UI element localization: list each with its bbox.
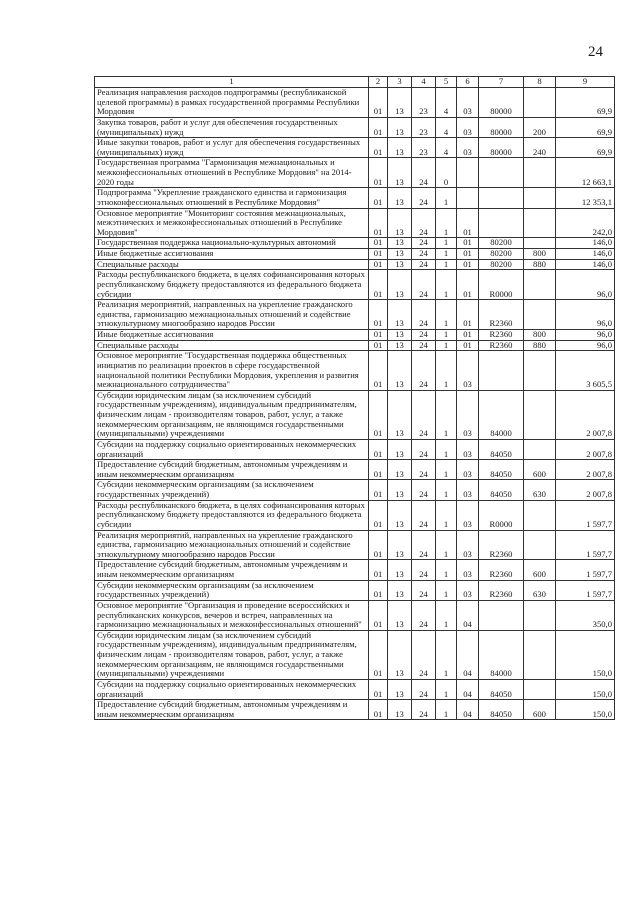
section-cell: 01 <box>369 630 388 679</box>
expense-type-cell <box>524 390 556 439</box>
amount-cell: 2 007,8 <box>556 460 615 480</box>
activity-cell: 01 <box>457 238 479 249</box>
activity-cell: 03 <box>457 88 479 118</box>
direction-cell: 80200 <box>479 238 524 249</box>
amount-cell: 96,0 <box>556 330 615 341</box>
subsection-cell: 13 <box>388 460 412 480</box>
subprogram-cell: 1 <box>436 188 457 208</box>
activity-cell: 03 <box>457 580 479 600</box>
subsection-cell: 13 <box>388 117 412 137</box>
amount-cell: 1 597,7 <box>556 560 615 580</box>
expense-type-cell: 630 <box>524 580 556 600</box>
section-cell: 01 <box>369 270 388 300</box>
section-cell: 01 <box>369 351 388 391</box>
amount-cell: 12 663,1 <box>556 158 615 188</box>
subsection-cell: 13 <box>388 679 412 699</box>
subsection-cell: 13 <box>388 500 412 530</box>
table-row <box>95 390 615 439</box>
description-cell: Реализация мероприятий, направленных на укрепление гражданского единства, гармонизацию межнациональных отношений и содействие этнокультурному многообразию народов России <box>95 300 369 330</box>
subprogram-cell: 1 <box>436 630 457 679</box>
direction-cell <box>479 351 524 391</box>
direction-cell: 84050 <box>479 700 524 720</box>
program-cell: 24 <box>412 330 436 341</box>
section-cell: 01 <box>369 330 388 341</box>
activity-cell: 01 <box>457 270 479 300</box>
subsection-cell: 13 <box>388 560 412 580</box>
program-cell: 24 <box>412 530 436 560</box>
program-cell: 24 <box>412 158 436 188</box>
activity-cell: 04 <box>457 600 479 630</box>
subsection-cell: 13 <box>388 580 412 600</box>
amount-cell: 2 007,8 <box>556 480 615 500</box>
expense-type-cell: 600 <box>524 700 556 720</box>
table-row <box>95 351 615 391</box>
program-cell: 24 <box>412 390 436 439</box>
table-row <box>95 340 615 351</box>
direction-cell: 84050 <box>479 460 524 480</box>
program-cell: 24 <box>412 300 436 330</box>
table-row <box>95 88 615 118</box>
subsection-cell: 13 <box>388 439 412 459</box>
subsection-cell: 13 <box>388 270 412 300</box>
description-cell: Расходы республиканского бюджета, в целях софинансирования которых республиканскому бюджету предоставляются из федерального бюджета субсидии <box>95 270 369 300</box>
direction-cell: 80200 <box>479 259 524 270</box>
amount-cell: 69,9 <box>556 117 615 137</box>
program-cell: 24 <box>412 500 436 530</box>
activity-cell: 03 <box>457 480 479 500</box>
expense-type-cell: 800 <box>524 249 556 260</box>
direction-cell: R2360 <box>479 530 524 560</box>
subsection-cell: 13 <box>388 700 412 720</box>
table-row <box>95 439 615 459</box>
activity-cell: 03 <box>457 351 479 391</box>
subprogram-cell: 1 <box>436 530 457 560</box>
amount-cell: 1 597,7 <box>556 530 615 560</box>
description-cell: Субсидии некоммерческим организациям (за исключением государственных учреждений) <box>95 580 369 600</box>
section-cell: 01 <box>369 259 388 270</box>
direction-cell: 84050 <box>479 439 524 459</box>
activity-cell: 01 <box>457 208 479 238</box>
description-cell: Специальные расходы <box>95 340 369 351</box>
subprogram-cell: 1 <box>436 208 457 238</box>
activity-cell: 03 <box>457 138 479 158</box>
direction-cell: 84000 <box>479 630 524 679</box>
expense-type-cell: 600 <box>524 460 556 480</box>
table-row <box>95 460 615 480</box>
activity-cell: 04 <box>457 700 479 720</box>
direction-cell: 80200 <box>479 249 524 260</box>
budget-table <box>94 76 615 720</box>
section-cell: 01 <box>369 679 388 699</box>
subprogram-cell: 1 <box>436 330 457 341</box>
subprogram-cell: 1 <box>436 340 457 351</box>
program-cell: 24 <box>412 208 436 238</box>
activity-cell: 03 <box>457 460 479 480</box>
expense-type-cell <box>524 158 556 188</box>
activity-cell <box>457 188 479 208</box>
activity-cell: 01 <box>457 259 479 270</box>
expense-type-cell <box>524 530 556 560</box>
direction-cell: 84050 <box>479 679 524 699</box>
expense-type-cell <box>524 300 556 330</box>
subprogram-cell: 1 <box>436 300 457 330</box>
activity-cell <box>457 158 479 188</box>
description-cell: Закупка товаров, работ и услуг для обеспечения государственных (муниципальных) нужд <box>95 117 369 137</box>
amount-cell: 96,0 <box>556 340 615 351</box>
activity-cell: 01 <box>457 330 479 341</box>
description-cell: Реализация мероприятий, направленных на укрепление гражданского единства, гармонизацию межнациональных отношений и содействие этнокультурному многообразию народов России <box>95 530 369 560</box>
header-cell: 1 <box>95 77 369 88</box>
expense-type-cell <box>524 270 556 300</box>
subsection-cell: 13 <box>388 259 412 270</box>
table-row <box>95 580 615 600</box>
expense-type-cell <box>524 208 556 238</box>
description-cell: Субсидии на поддержку социально ориентированных некоммерческих организаций <box>95 439 369 459</box>
subsection-cell: 13 <box>388 340 412 351</box>
section-cell: 01 <box>369 158 388 188</box>
program-cell: 24 <box>412 439 436 459</box>
subprogram-cell: 1 <box>436 439 457 459</box>
subsection-cell: 13 <box>388 238 412 249</box>
program-cell: 24 <box>412 630 436 679</box>
table-row <box>95 330 615 341</box>
program-cell: 24 <box>412 259 436 270</box>
section-cell: 01 <box>369 600 388 630</box>
amount-cell: 146,0 <box>556 259 615 270</box>
subprogram-cell: 1 <box>436 580 457 600</box>
direction-cell: R2360 <box>479 300 524 330</box>
program-cell: 23 <box>412 88 436 118</box>
description-cell: Субсидии юридическим лицам (за исключением субсидий государственным учреждениям), индивидуальным предпринимателям, физическим лицам - производителям товаров, работ, услуг, а также некоммерческим организациям, не являющимся государственными (муниципальными) учреждениями <box>95 390 369 439</box>
section-cell: 01 <box>369 439 388 459</box>
direction-cell: 80000 <box>479 88 524 118</box>
header-cell: 8 <box>524 77 556 88</box>
expense-type-cell <box>524 439 556 459</box>
subprogram-cell: 1 <box>436 600 457 630</box>
description-cell: Предоставление субсидий бюджетным, автономным учреждениям и иным некоммерческим организациям <box>95 560 369 580</box>
activity-cell: 03 <box>457 560 479 580</box>
amount-cell: 146,0 <box>556 249 615 260</box>
table-row <box>95 259 615 270</box>
direction-cell: R2360 <box>479 330 524 341</box>
subsection-cell: 13 <box>388 249 412 260</box>
amount-cell: 69,9 <box>556 88 615 118</box>
expense-type-cell <box>524 600 556 630</box>
description-cell: Подпрограмма "Укрепление гражданского единства и гармонизация этноконфессиональных отношений в Республике Мордовия" <box>95 188 369 208</box>
activity-cell: 03 <box>457 500 479 530</box>
subprogram-cell: 4 <box>436 88 457 118</box>
subprogram-cell: 4 <box>436 138 457 158</box>
description-cell: Расходы республиканского бюджета, в целях софинансирования которых республиканскому бюджету предоставляются из федерального бюджета субсидии <box>95 500 369 530</box>
direction-cell: 84000 <box>479 390 524 439</box>
table-row <box>95 630 615 679</box>
table-row <box>95 270 615 300</box>
section-cell: 01 <box>369 390 388 439</box>
description-cell: Реализация направления расходов подпрограммы (республиканской целевой программы) в рамках государственной программы Республики Мордовия <box>95 88 369 118</box>
program-cell: 24 <box>412 238 436 249</box>
direction-cell <box>479 188 524 208</box>
expense-type-cell: 240 <box>524 138 556 158</box>
subsection-cell: 13 <box>388 138 412 158</box>
section-cell: 01 <box>369 249 388 260</box>
direction-cell: R2360 <box>479 340 524 351</box>
description-cell: Основное мероприятие "Организация и проведение всероссийских и республиканских конкурсов, вечеров и встреч, направленных на гармонизацию межнациональных и межконфессиональных отношений" <box>95 600 369 630</box>
section-cell: 01 <box>369 188 388 208</box>
amount-cell: 12 353,1 <box>556 188 615 208</box>
description-cell: Иные закупки товаров, работ и услуг для обеспечения государственных (муниципальных) нужд <box>95 138 369 158</box>
header-cell: 2 <box>369 77 388 88</box>
direction-cell <box>479 158 524 188</box>
program-cell: 23 <box>412 138 436 158</box>
activity-cell: 01 <box>457 300 479 330</box>
section-cell: 01 <box>369 500 388 530</box>
table-row <box>95 208 615 238</box>
subprogram-cell: 1 <box>436 679 457 699</box>
expense-type-cell: 200 <box>524 117 556 137</box>
subprogram-cell: 1 <box>436 270 457 300</box>
direction-cell: R0000 <box>479 500 524 530</box>
table-row <box>95 679 615 699</box>
activity-cell: 03 <box>457 530 479 560</box>
table-row <box>95 238 615 249</box>
section-cell: 01 <box>369 138 388 158</box>
subsection-cell: 13 <box>388 330 412 341</box>
expense-type-cell: 600 <box>524 560 556 580</box>
program-cell: 24 <box>412 600 436 630</box>
header-cell: 3 <box>388 77 412 88</box>
subsection-cell: 13 <box>388 158 412 188</box>
expense-type-cell: 630 <box>524 480 556 500</box>
activity-cell: 01 <box>457 249 479 260</box>
description-cell: Иные бюджетные ассигнования <box>95 249 369 260</box>
section-cell: 01 <box>369 340 388 351</box>
subsection-cell: 13 <box>388 630 412 679</box>
header-cell: 9 <box>556 77 615 88</box>
program-cell: 23 <box>412 117 436 137</box>
program-cell: 24 <box>412 351 436 391</box>
page-number: 24 <box>588 44 603 60</box>
program-cell: 24 <box>412 460 436 480</box>
table-row <box>95 158 615 188</box>
table-row <box>95 530 615 560</box>
description-cell: Субсидии некоммерческим организациям (за исключением государственных учреждений) <box>95 480 369 500</box>
program-cell: 24 <box>412 188 436 208</box>
program-cell: 24 <box>412 340 436 351</box>
table-row <box>95 300 615 330</box>
header-row <box>95 77 615 88</box>
header-cell: 5 <box>436 77 457 88</box>
expense-type-cell: 880 <box>524 340 556 351</box>
subsection-cell: 13 <box>388 208 412 238</box>
section-cell: 01 <box>369 238 388 249</box>
section-cell: 01 <box>369 480 388 500</box>
subsection-cell: 13 <box>388 88 412 118</box>
table-row <box>95 138 615 158</box>
section-cell: 01 <box>369 88 388 118</box>
direction-cell: 80000 <box>479 138 524 158</box>
description-cell: Основное мероприятие "Мониторинг состояния межнациональных, межэтнических и межконфессиональных отношений в Республике Мордовия" <box>95 208 369 238</box>
amount-cell: 150,0 <box>556 679 615 699</box>
activity-cell: 03 <box>457 439 479 459</box>
subprogram-cell: 1 <box>436 560 457 580</box>
subsection-cell: 13 <box>388 300 412 330</box>
section-cell: 01 <box>369 460 388 480</box>
amount-cell: 2 007,8 <box>556 390 615 439</box>
description-cell: Специальные расходы <box>95 259 369 270</box>
amount-cell: 350,0 <box>556 600 615 630</box>
direction-cell: R2360 <box>479 560 524 580</box>
activity-cell: 03 <box>457 117 479 137</box>
direction-cell: 80000 <box>479 117 524 137</box>
amount-cell: 2 007,8 <box>556 439 615 459</box>
subprogram-cell: 1 <box>436 500 457 530</box>
amount-cell: 1 597,7 <box>556 500 615 530</box>
expense-type-cell: 800 <box>524 330 556 341</box>
program-cell: 24 <box>412 270 436 300</box>
description-cell: Субсидии юридическим лицам (за исключением субсидий государственным учреждениям), индивидуальным предпринимателям, физическим лицам - производителям товаров, работ, услуг, а также некоммерческим организациям, не являющимся государственными (муниципальными) учреждениями <box>95 630 369 679</box>
subprogram-cell: 1 <box>436 238 457 249</box>
direction-cell: R2360 <box>479 580 524 600</box>
expense-type-cell <box>524 351 556 391</box>
direction-cell <box>479 208 524 238</box>
subsection-cell: 13 <box>388 530 412 560</box>
table-row <box>95 117 615 137</box>
subprogram-cell: 1 <box>436 259 457 270</box>
subprogram-cell: 1 <box>436 390 457 439</box>
program-cell: 24 <box>412 700 436 720</box>
subprogram-cell: 4 <box>436 117 457 137</box>
direction-cell <box>479 600 524 630</box>
subprogram-cell: 1 <box>436 480 457 500</box>
amount-cell: 150,0 <box>556 630 615 679</box>
description-cell: Субсидии на поддержку социально ориентированных некоммерческих организаций <box>95 679 369 699</box>
table-row <box>95 480 615 500</box>
subprogram-cell: 1 <box>436 351 457 391</box>
activity-cell: 03 <box>457 390 479 439</box>
activity-cell: 04 <box>457 630 479 679</box>
section-cell: 01 <box>369 560 388 580</box>
amount-cell: 96,0 <box>556 270 615 300</box>
expense-type-cell <box>524 679 556 699</box>
expense-type-cell <box>524 630 556 679</box>
subsection-cell: 13 <box>388 480 412 500</box>
description-cell: Государственная поддержка национально-культурных автономий <box>95 238 369 249</box>
subsection-cell: 13 <box>388 600 412 630</box>
section-cell: 01 <box>369 700 388 720</box>
expense-type-cell <box>524 88 556 118</box>
subprogram-cell: 1 <box>436 249 457 260</box>
description-cell: Иные бюджетные ассигнования <box>95 330 369 341</box>
activity-cell: 04 <box>457 679 479 699</box>
section-cell: 01 <box>369 117 388 137</box>
description-cell: Предоставление субсидий бюджетным, автономным учреждениям и иным некоммерческим организациям <box>95 700 369 720</box>
expense-type-cell <box>524 188 556 208</box>
table-row <box>95 500 615 530</box>
direction-cell: R0000 <box>479 270 524 300</box>
expense-type-cell <box>524 238 556 249</box>
table-row <box>95 249 615 260</box>
subprogram-cell: 1 <box>436 460 457 480</box>
section-cell: 01 <box>369 300 388 330</box>
subprogram-cell: 0 <box>436 158 457 188</box>
description-cell: Предоставление субсидий бюджетным, автономным учреждениям и иным некоммерческим организациям <box>95 460 369 480</box>
table-row <box>95 700 615 720</box>
subsection-cell: 13 <box>388 188 412 208</box>
section-cell: 01 <box>369 580 388 600</box>
direction-cell: 84050 <box>479 480 524 500</box>
amount-cell: 146,0 <box>556 238 615 249</box>
program-cell: 24 <box>412 560 436 580</box>
amount-cell: 69,9 <box>556 138 615 158</box>
table-row <box>95 188 615 208</box>
amount-cell: 150,0 <box>556 700 615 720</box>
subsection-cell: 13 <box>388 351 412 391</box>
section-cell: 01 <box>369 530 388 560</box>
program-cell: 24 <box>412 580 436 600</box>
expense-type-cell: 880 <box>524 259 556 270</box>
header-cell: 6 <box>457 77 479 88</box>
table-row <box>95 560 615 580</box>
amount-cell: 1 597,7 <box>556 580 615 600</box>
program-cell: 24 <box>412 249 436 260</box>
amount-cell: 242,0 <box>556 208 615 238</box>
header-cell: 4 <box>412 77 436 88</box>
header-cell: 7 <box>479 77 524 88</box>
program-cell: 24 <box>412 679 436 699</box>
table-row <box>95 600 615 630</box>
subsection-cell: 13 <box>388 390 412 439</box>
amount-cell: 96,0 <box>556 300 615 330</box>
section-cell: 01 <box>369 208 388 238</box>
activity-cell: 01 <box>457 340 479 351</box>
subprogram-cell: 1 <box>436 700 457 720</box>
description-cell: Основное мероприятие "Государственная поддержка общественных инициатив по реализации проектов в сфере государственной национальной политики Республики Мордовия, укрепления и развития межнационального сотрудничества" <box>95 351 369 391</box>
expense-type-cell <box>524 500 556 530</box>
amount-cell: 3 605,5 <box>556 351 615 391</box>
description-cell: Государственная программа "Гармонизация межнациональных и межконфессиональных отношений в Республике Мордовия" на 2014-2020 годы <box>95 158 369 188</box>
program-cell: 24 <box>412 480 436 500</box>
